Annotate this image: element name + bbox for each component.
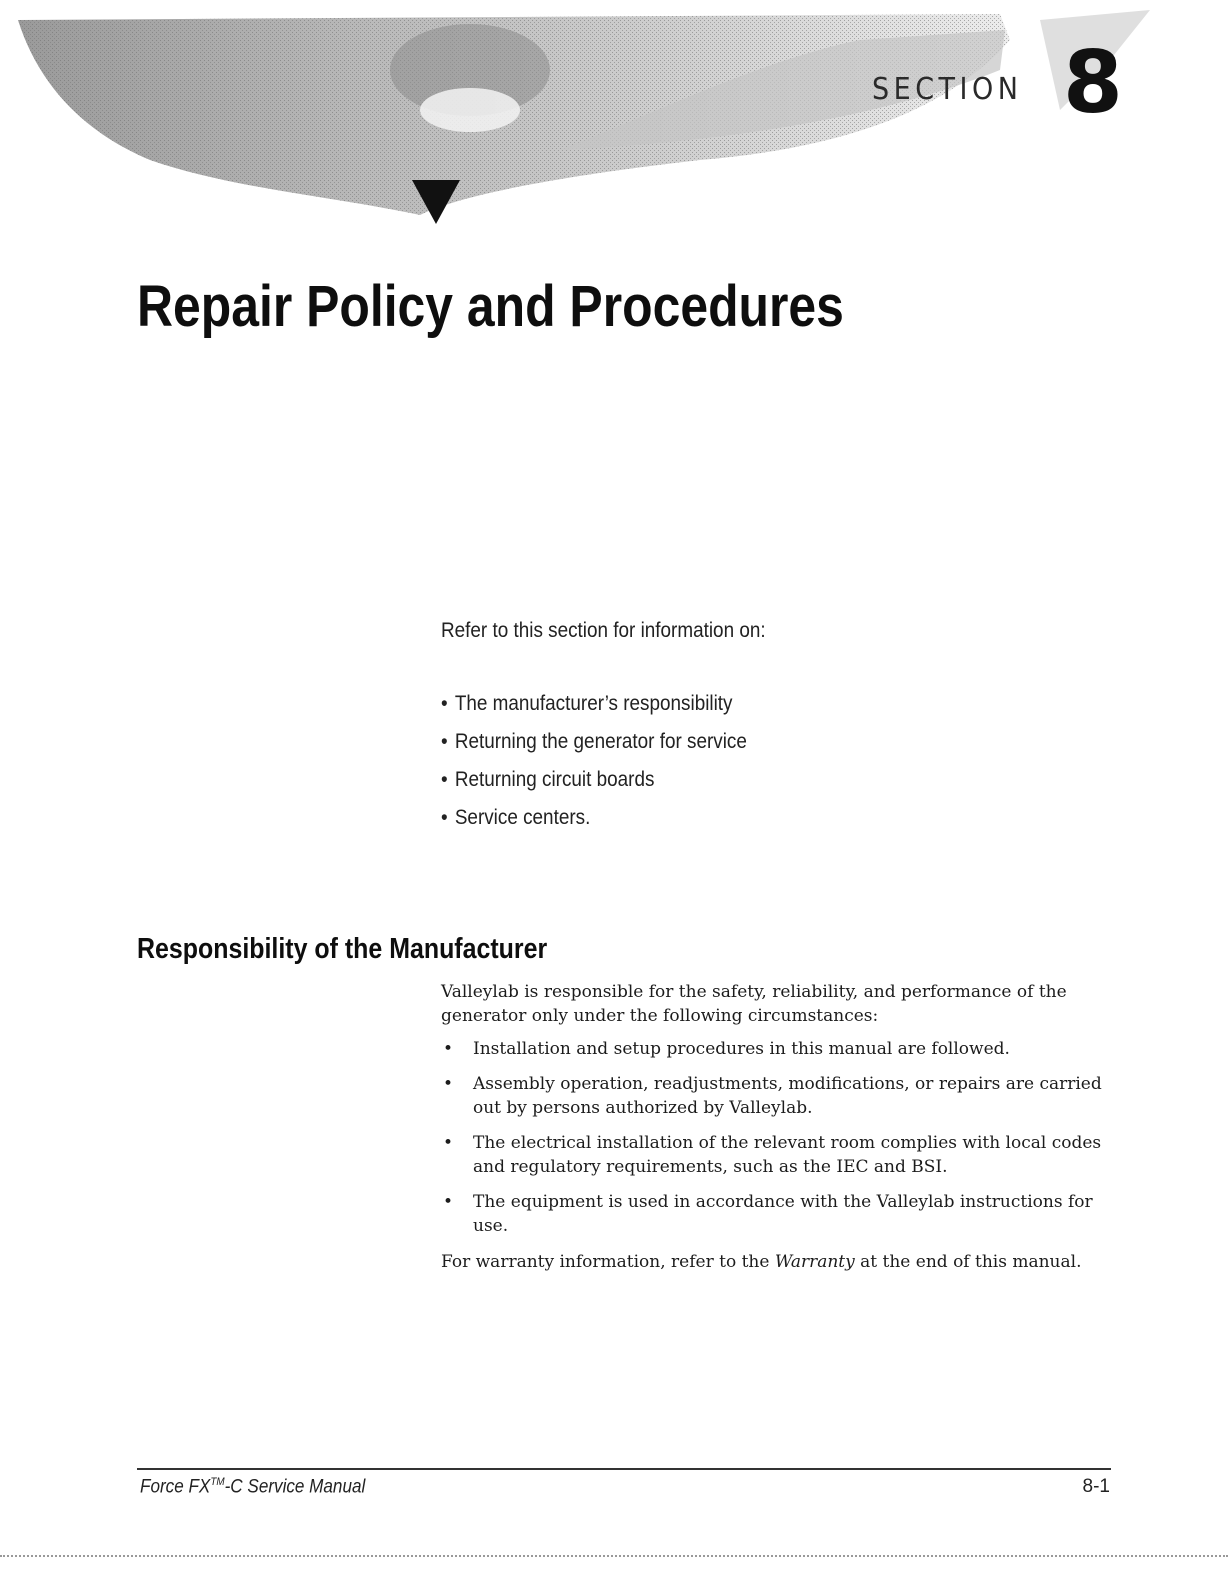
warranty-reference[interactable]: Warranty xyxy=(774,1252,855,1272)
list-item: • The manufacturer’s responsibility xyxy=(441,685,747,723)
warranty-note xyxy=(441,1250,1121,1274)
trademark-mark: TM xyxy=(210,1476,225,1488)
condition-text: Assembly operation, readjustments, modifications, or repairs are carried out by persons authorized by Valleylab. xyxy=(473,1074,1102,1118)
footer-divider xyxy=(137,1468,1111,1470)
bullet-icon: • xyxy=(443,1039,454,1059)
topic-list xyxy=(441,685,747,837)
condition-list xyxy=(441,1037,1121,1238)
footer-manual-title xyxy=(140,1476,365,1498)
condition-text: The equipment is used in accordance with the Valleylab instructions for use. xyxy=(473,1192,1093,1236)
responsibility-body xyxy=(441,980,1121,1283)
bullet-icon: • xyxy=(443,1192,454,1212)
condition-text: The electrical installation of the relevant room complies with local codes and regulatory requirements, such as the IEC and BSI. xyxy=(473,1133,1102,1177)
condition-text: Installation and setup procedures in this manual are followed. xyxy=(473,1039,1010,1059)
warranty-text-before: For warranty information, refer to the xyxy=(441,1252,775,1272)
section-banner-image xyxy=(0,0,1228,240)
warranty-text-after: at the end of this manual. xyxy=(854,1252,1082,1272)
list-item: • Returning circuit boards xyxy=(441,761,747,799)
list-item: • Returning the generator for service xyxy=(441,723,747,761)
triangle-pointer-icon xyxy=(412,180,460,224)
bullet-icon: • xyxy=(443,1074,454,1094)
list-item xyxy=(441,1037,1121,1061)
list-item xyxy=(441,1072,1121,1120)
section-label: SECTION xyxy=(872,72,1023,107)
intro-lead: Refer to this section for information on: xyxy=(441,619,766,642)
manual-suffix: -C Service Manual xyxy=(224,1476,366,1498)
scan-edge-divider xyxy=(0,1555,1228,1557)
section-heading: Responsibility of the Manufacturer xyxy=(137,933,548,965)
list-item xyxy=(441,1190,1121,1238)
list-item xyxy=(441,1131,1121,1179)
page-number: 8-1 xyxy=(1082,1476,1110,1497)
responsibility-paragraph: Valleylab is responsible for the safety, reliability, and performance of the generator only under the following circumstances: xyxy=(441,982,1067,1026)
page-title: Repair Policy and Procedures xyxy=(137,274,844,339)
section-number: 8 xyxy=(1063,33,1123,133)
bullet-icon: • xyxy=(443,1133,454,1153)
list-item: • Service centers. xyxy=(441,799,747,837)
manual-name: Force FX xyxy=(140,1476,211,1498)
